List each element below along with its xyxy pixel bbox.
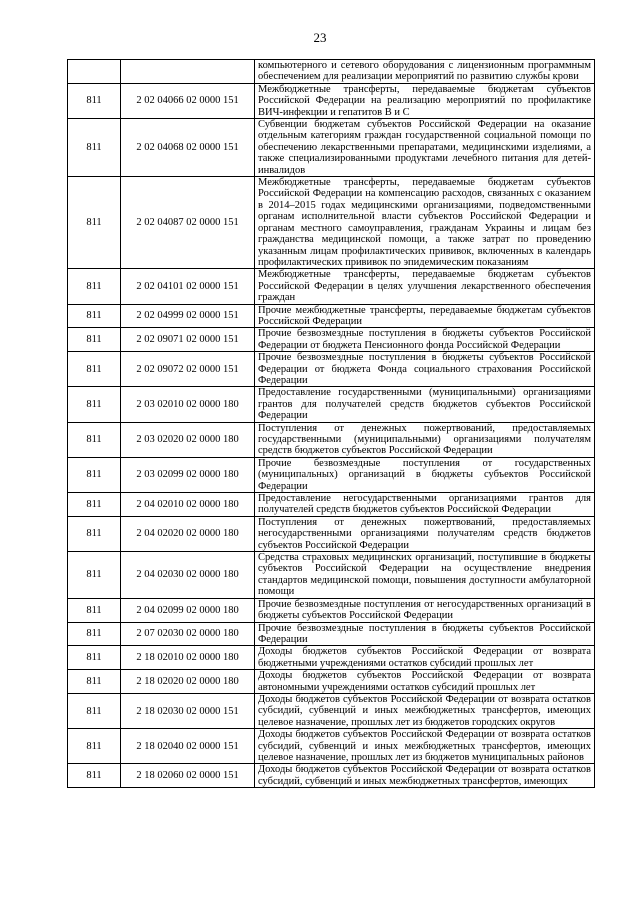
admin-code-cell: 811	[68, 328, 121, 352]
table-row	[68, 119, 595, 177]
classification-code-cell: 2 04 02030 02 0000 180	[121, 552, 255, 599]
table-row	[68, 422, 595, 457]
revenue-name-cell: Доходы бюджетов субъектов Российской Федерации от возврата автономными учреждениями остатков субсидий прошлых лет	[255, 670, 595, 694]
revenue-name-cell: Субвенции бюджетам субъектов Российской Федерации на оказание отдельным категориям граждан государственной социальной помощи по обеспечению лекарственными препаратами, медицинскими изделиями, а также специализированными продуктами лечебного питания для детей-инвалидов	[255, 119, 595, 177]
admin-code-cell: 811	[68, 83, 121, 118]
revenue-name-cell: Доходы бюджетов субъектов Российской Федерации от возврата остатков субсидий, субвенций и иных межбюджетных трансфертов, имеющих	[255, 764, 595, 788]
admin-code-cell: 811	[68, 493, 121, 517]
classification-code-cell: 2 18 02040 02 0000 151	[121, 729, 255, 764]
admin-code-cell: 811	[68, 670, 121, 694]
table-row	[68, 622, 595, 646]
table-row	[68, 598, 595, 622]
classification-code-cell: 2 18 02060 02 0000 151	[121, 764, 255, 788]
revenue-name-cell: Доходы бюджетов субъектов Российской Федерации от возврата остатков субсидий, субвенций и иных межбюджетных трансфертов, имеющих целевое назначение, прошлых лет из бюджетов городских округов	[255, 693, 595, 728]
revenue-name-cell: Предоставление государственными (муниципальными) организациями грантов для получателей средств бюджетов субъектов Российской Федерации	[255, 387, 595, 422]
revenue-name-cell: Средства страховых медицинских организаций, поступившие в бюджеты субъектов Российской Федерации на осуществление внедрения стандартов медицинской помощи, повышения доступности амбулаторной помощи	[255, 552, 595, 599]
page-number: 23	[313, 30, 327, 45]
admin-code-cell: 811	[68, 119, 121, 177]
table-row	[68, 552, 595, 599]
table-row	[68, 304, 595, 328]
revenue-name-cell: Предоставление негосударственными организациями грантов для получателей средств бюджетов субъектов Российской Федерации	[255, 493, 595, 517]
classification-code-cell: 2 04 02099 02 0000 180	[121, 598, 255, 622]
table-row	[68, 670, 595, 694]
classification-code-cell	[121, 60, 255, 84]
admin-code-cell: 811	[68, 177, 121, 269]
table-row	[68, 177, 595, 269]
admin-code-cell: 811	[68, 352, 121, 387]
admin-code-cell: 811	[68, 304, 121, 328]
admin-code-cell: 811	[68, 598, 121, 622]
admin-code-cell: 811	[68, 457, 121, 492]
table-row	[68, 764, 595, 788]
table-row	[68, 493, 595, 517]
table-row	[68, 352, 595, 387]
classification-code-cell: 2 18 02030 02 0000 151	[121, 693, 255, 728]
revenue-name-cell: Прочие межбюджетные трансферты, передаваемые бюджетам субъектов Российской Федерации	[255, 304, 595, 328]
table-row	[68, 328, 595, 352]
admin-code-cell: 811	[68, 646, 121, 670]
revenue-name-cell: Доходы бюджетов субъектов Российской Федерации от возврата бюджетными учреждениями остатков субсидий прошлых лет	[255, 646, 595, 670]
admin-code-cell: 811	[68, 269, 121, 304]
revenue-name-cell: Доходы бюджетов субъектов Российской Федерации от возврата остатков субсидий, субвенций и иных межбюджетных трансфертов, имеющих целевое назначение, прошлых лет из бюджетов муниципальных районов	[255, 729, 595, 764]
table-row	[68, 693, 595, 728]
revenue-name-cell: Поступления от денежных пожертвований, предоставляемых государственными (муниципальными) организациями получателям средств бюджетов субъектов Российской Федерации	[255, 422, 595, 457]
revenue-name-cell: Прочие безвозмездные поступления от негосударственных организаций в бюджеты субъектов Российской Федерации	[255, 598, 595, 622]
classification-code-cell: 2 03 02020 02 0000 180	[121, 422, 255, 457]
revenue-codes-table	[67, 59, 595, 788]
admin-code-cell: 811	[68, 764, 121, 788]
revenue-name-cell: Поступления от денежных пожертвований, предоставляемых негосударственными организациями получателям средств бюджетов субъектов Российской Федерации	[255, 516, 595, 551]
classification-code-cell: 2 02 04101 02 0000 151	[121, 269, 255, 304]
revenue-name-cell: Межбюджетные трансферты, передаваемые бюджетам субъектов Российской Федерации на компенсацию расходов, связанных с оказанием в 2014–2015 годах медицинскими организациями, подведомственными органам исполнительной власти субъектов Российской Федерации и органам местного самоуправления, гражданам Украины и лицам без гражданства медицинской помощи, а также затрат по проведению указанным лицам профилактических прививок, включенных в календарь профилактических прививок по эпидемическим показаниям	[255, 177, 595, 269]
table-row	[68, 516, 595, 551]
classification-code-cell: 2 18 02020 02 0000 180	[121, 670, 255, 694]
classification-code-cell: 2 04 02010 02 0000 180	[121, 493, 255, 517]
table-row	[68, 729, 595, 764]
revenue-name-cell: компьютерного и сетевого оборудования с лицензионным программным обеспечением для реализации мероприятий по развитию службы крови	[255, 60, 595, 84]
revenue-name-cell: Прочие безвозмездные поступления от государственных (муниципальных) организаций в бюджеты субъектов Российской Федерации	[255, 457, 595, 492]
table-row	[68, 269, 595, 304]
revenue-name-cell: Межбюджетные трансферты, передаваемые бюджетам субъектов Российской Федерации в целях улучшения лекарственного обеспечения граждан	[255, 269, 595, 304]
admin-code-cell: 811	[68, 552, 121, 599]
table-row	[68, 387, 595, 422]
admin-code-cell: 811	[68, 622, 121, 646]
classification-code-cell: 2 03 02010 02 0000 180	[121, 387, 255, 422]
admin-code-cell: 811	[68, 729, 121, 764]
classification-code-cell: 2 18 02010 02 0000 180	[121, 646, 255, 670]
table-row	[68, 60, 595, 84]
revenue-name-cell: Межбюджетные трансферты, передаваемые бюджетам субъектов Российской Федерации на реализацию мероприятий по профилактике ВИЧ-инфекции и гепатитов В и С	[255, 83, 595, 118]
revenue-name-cell: Прочие безвозмездные поступления в бюджеты субъектов Российской Федерации от бюджета Пенсионного фонда Российской Федерации	[255, 328, 595, 352]
table-body	[68, 60, 595, 788]
classification-code-cell: 2 07 02030 02 0000 180	[121, 622, 255, 646]
admin-code-cell: 811	[68, 387, 121, 422]
classification-code-cell: 2 02 04066 02 0000 151	[121, 83, 255, 118]
table-row	[68, 646, 595, 670]
admin-code-cell: 811	[68, 422, 121, 457]
revenue-name-cell: Прочие безвозмездные поступления в бюджеты субъектов Российской Федерации от бюджета Фонда социального страхования Российской Федерации	[255, 352, 595, 387]
classification-code-cell: 2 02 04087 02 0000 151	[121, 177, 255, 269]
table-row	[68, 457, 595, 492]
revenue-name-cell: Прочие безвозмездные поступления в бюджеты субъектов Российской Федерации	[255, 622, 595, 646]
admin-code-cell	[68, 60, 121, 84]
classification-code-cell: 2 02 09072 02 0000 151	[121, 352, 255, 387]
admin-code-cell: 811	[68, 693, 121, 728]
classification-code-cell: 2 03 02099 02 0000 180	[121, 457, 255, 492]
classification-code-cell: 2 02 09071 02 0000 151	[121, 328, 255, 352]
admin-code-cell: 811	[68, 516, 121, 551]
table-row	[68, 83, 595, 118]
classification-code-cell: 2 04 02020 02 0000 180	[121, 516, 255, 551]
classification-code-cell: 2 02 04068 02 0000 151	[121, 119, 255, 177]
classification-code-cell: 2 02 04999 02 0000 151	[121, 304, 255, 328]
